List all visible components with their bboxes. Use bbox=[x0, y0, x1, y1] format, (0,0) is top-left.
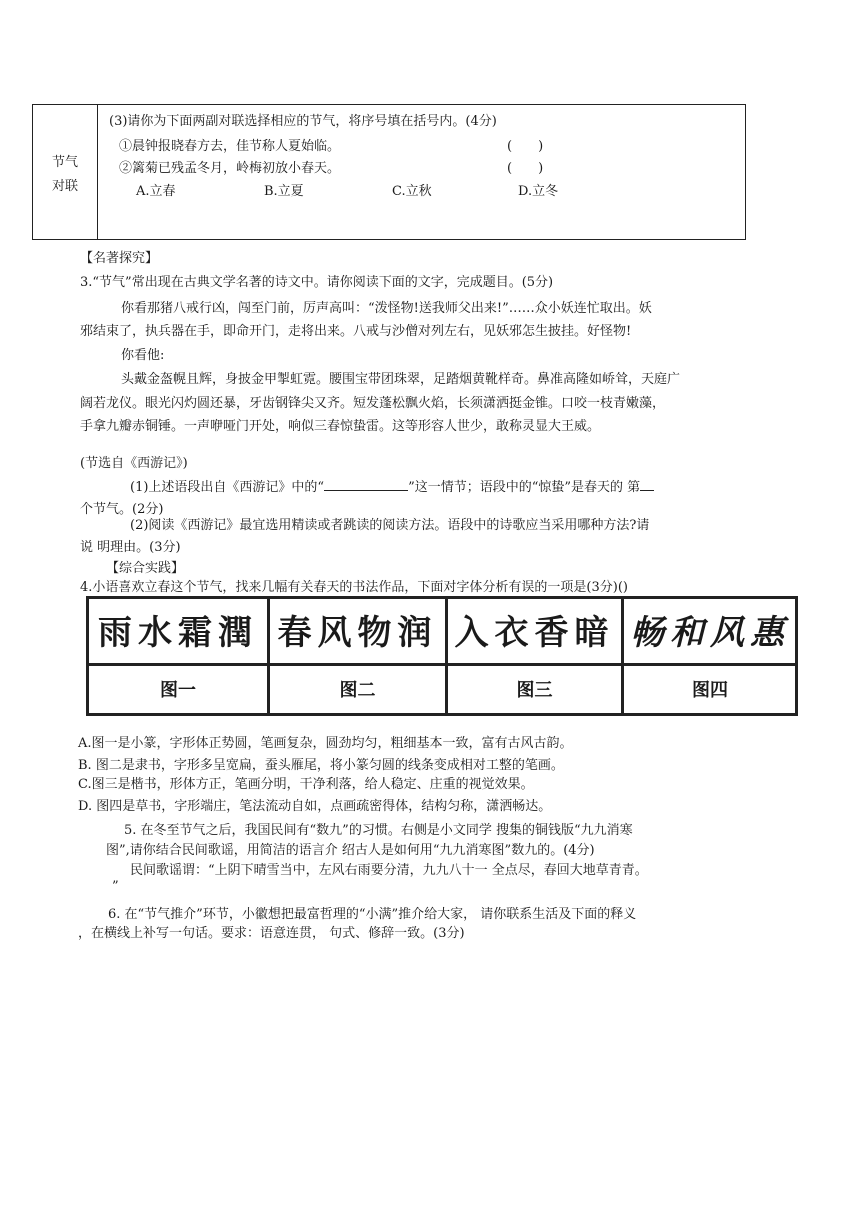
question-4-option-d: D. 图四是草书，字形端庄，笔法流动自如，点画疏密得体，结构匀称，潇洒畅达。 bbox=[78, 799, 552, 814]
answer-blank[interactable] bbox=[324, 478, 408, 491]
question-5-line: 民间歌谣谓：“上阴下晴雪当中，左风右雨要分清，九九八十一 全点尽，春回大地草青青。 bbox=[130, 863, 648, 878]
passage-line: 头戴金盔幌且辉，身披金甲掣虹霓。腰围宝带团珠翠，足踏烟黄靴样奇。鼻准高隆如峤耸，天庭广 bbox=[121, 372, 681, 387]
option-a: A.立春 bbox=[136, 184, 176, 199]
question-6-line: 6. 在“节气推介”环节，小徽想把最富哲理的“小满”推介给大家， 请你联系生活及下面的释义 bbox=[108, 907, 637, 922]
calligraphy-label-1: 图一 bbox=[160, 680, 196, 701]
couplet-question: (3)请你为下面两副对联选择相应的节气，将序号填在括号内。(4分) bbox=[109, 114, 497, 129]
calligraphy-image-4: 畅和风惠 bbox=[630, 612, 790, 653]
question-3-sub-2: (2)阅读《西游记》最宜选用精读或者跳读的阅读方法。语段中的诗歌应当采用哪种方法?请 bbox=[130, 518, 650, 533]
calligraphy-image-3: 入衣香暗 bbox=[454, 612, 615, 653]
calligraphy-label-2: 图二 bbox=[339, 680, 376, 701]
calligraphy-image-1: 雨水霜潤 bbox=[98, 612, 258, 653]
question-3-sub-1-cont: 个节气。(2分) bbox=[80, 502, 164, 517]
question-3-stem: 3.“节气”常出现在古典文学名著的诗文中。请你阅读下面的文字，完成题目。(5分) bbox=[80, 275, 554, 290]
solar-term-couplet-table bbox=[32, 104, 746, 240]
couplet-item-2-answer: ( ) bbox=[507, 161, 544, 176]
calligraphy-samples bbox=[86, 596, 798, 716]
calligraphy-image-2: 春风物润 bbox=[277, 612, 438, 653]
option-d: D.立冬 bbox=[518, 184, 559, 199]
sub-1-text-a: (1)上述语段出自《西游记》中的“ bbox=[130, 480, 325, 495]
section-heading-classics: 【名著探究】 bbox=[80, 251, 159, 266]
question-5-line: 图”,请你结合民间歌谣，用简洁的语言介 绍古人是如何用“九九消寒图”数九的。(4分) bbox=[106, 843, 595, 858]
question-3-sub-1 bbox=[130, 476, 654, 495]
question-4-stem: 4.小语喜欢立春这个节气，找来几幅有关春天的书法作品，下面对字体分析有误的一项是(3分)() bbox=[80, 580, 628, 595]
option-c: C.立秋 bbox=[392, 184, 432, 199]
section-heading-practice: 【综合实践】 bbox=[106, 561, 185, 576]
question-6-line: ，在横线上补写一句话。要求：语意连贯， 句式、修辞一致。(3分) bbox=[78, 926, 465, 941]
table-label-line1: 节气 bbox=[51, 155, 78, 170]
passage-line: 邪结束了，执兵器在手，即命开门，走将出来。八戒与沙僧对列左右，见妖邪怎生披挂。好怪物! bbox=[80, 324, 632, 339]
table-label-line2: 对联 bbox=[51, 179, 78, 194]
passage-line: 你看他: bbox=[121, 348, 165, 363]
question-4-option-a: A.图一是小篆，字形体正势圆，笔画复杂，圆劲均匀，粗细基本一致，富有古风古韵。 bbox=[78, 736, 573, 751]
couplet-item-2: ②篱菊已残孟冬月，岭梅初放小春天。 bbox=[119, 161, 341, 176]
passage-line: 阔若龙仪。眼光闪灼圆还暴，牙齿钢锋尖又齐。短发蓬松飘火焰，长须潇洒挺金锥。口咬一枝青嫩藻， bbox=[80, 396, 666, 411]
sub-1-text-b: ”这一情节；语段中的“惊蛰”是春天的 第 bbox=[408, 480, 641, 495]
question-4-option-b: B. 图二是隶书，字形多呈宽扁，蚕头雁尾，将小篆匀圆的线条变成相对工整的笔画。 bbox=[78, 758, 564, 773]
option-b: B.立夏 bbox=[264, 184, 304, 199]
calligraphy-label-3: 图三 bbox=[516, 680, 553, 701]
couplet-item-1: ①晨钟报晓春方去，佳节称人夏始临。 bbox=[119, 139, 341, 154]
table-divider bbox=[97, 105, 98, 239]
question-5-line: 5. 在冬至节气之后，我国民间有“数九”的习惯。右侧是小文同学 搜集的铜钱版“九九消寒 bbox=[124, 823, 633, 838]
passage-line: 手拿九瓣赤铜锤。一声咿哑门开处，响似三春惊蛰雷。这等形容人世少，敢称灵显大王威。 bbox=[80, 419, 601, 434]
couplet-item-1-answer: ( ) bbox=[507, 139, 544, 154]
answer-blank[interactable] bbox=[640, 478, 654, 491]
question-3-sub-2-cont: 说 明理由。(3分) bbox=[80, 540, 181, 555]
question-5-line: ” bbox=[112, 879, 119, 894]
passage-line: 你看那猪八戒行凶，闯至门前，厉声高叫：“泼怪物!送我师父出来!”……众小妖连忙取出。妖 bbox=[121, 301, 652, 316]
calligraphy-label-4: 图四 bbox=[692, 680, 728, 701]
question-4-option-c: C.图三是楷书，形体方正，笔画分明，干净利落，给人稳定、庄重的视觉效果。 bbox=[78, 777, 534, 792]
passage-source: (节选自《西游记》) bbox=[80, 456, 188, 471]
